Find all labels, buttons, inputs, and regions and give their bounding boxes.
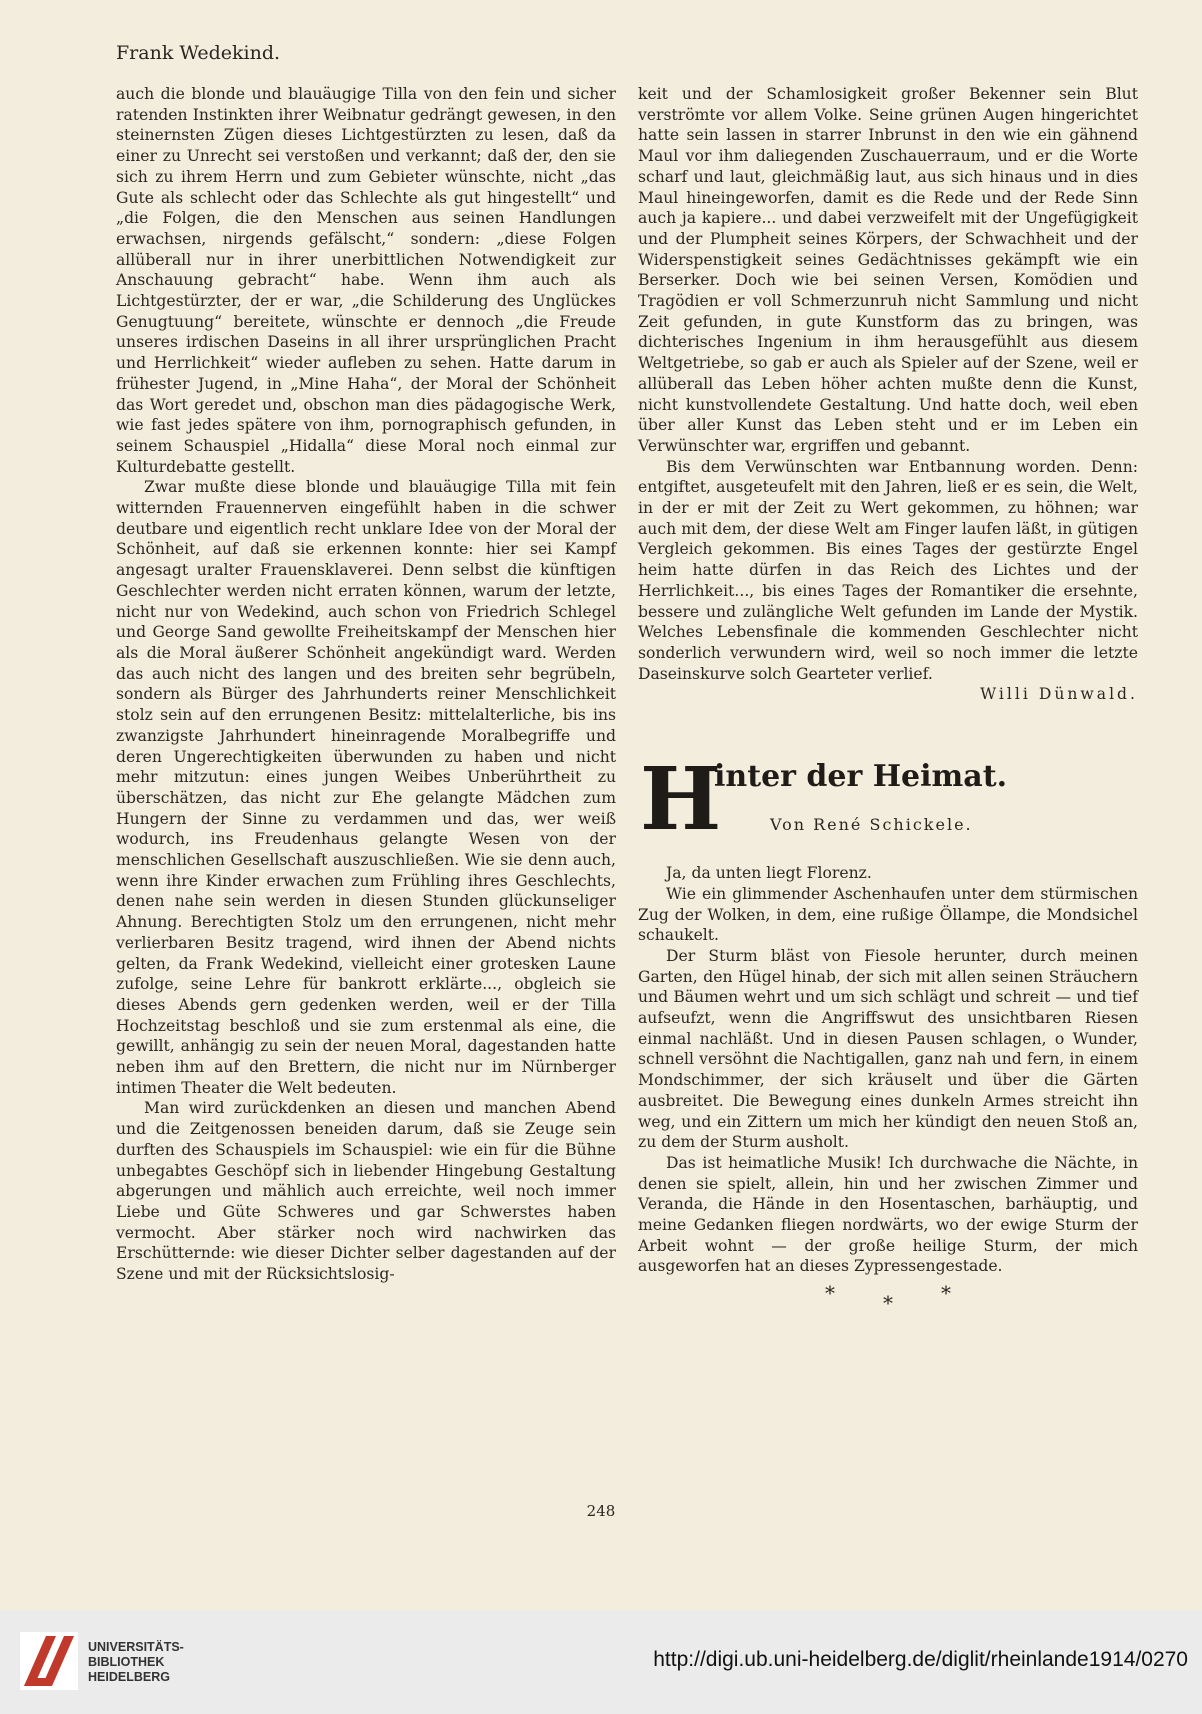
paragraph: Bis dem Verwünschten war Entbannung worden. Denn: entgiftet, ausgeteufelt mit den Jahren, ließ er es sein, die Welt, in der er mit der Zeit zu Wert gekommen, zu höhnen; war auch mit dem, der diese Welt am Finger laufen läßt, in gütigen Vergleich gekommen. Bis eines Tages der gestürzte Engel heim hatte dürfen in das Reich des Lichtes und der Herrlichkeit..., bis eines Tages der Romantiker die ersehnte, bessere und zulängliche Welt gefunden im Lande der Mystik. Welches Lebensfinale die kommenden Geschlechter nicht sonderlich verwundern wird, weil so noch immer die letzte Daseinskurve solch Gearteter verlief. xyxy=(638,457,1138,683)
star: * xyxy=(941,1281,951,1306)
author-signature: Willi Dünwald. xyxy=(980,685,1138,704)
article-title: inter der Heimat. xyxy=(714,759,1008,795)
running-head: Frank Wedekind. xyxy=(116,42,281,64)
footer-bar xyxy=(0,1610,1202,1714)
paragraph: Man wird zurückdenken an diesen und manchen Abend und die Zeitgenossen beneiden darum, daß sie Zeuge sein durften des Schauspiels im Schauspiel: wie ein für die Bühne unbegabtes Geschöpf sich in liebender Hingebung Gestaltung abgerungen und mählich auch erreichte, weil noch immer Liebe und Güte Schweres und gar Schwerstes haben vermocht. Aber stärker noch wird nachwirken das Erschütternde: wie dieser Dichter selber dagestanden auf der Szene und mit der Rücksichtslosig- xyxy=(116,1099,616,1284)
library-name-line: BIBLIOTHEK xyxy=(88,1655,165,1669)
library-name-line: HEIDELBERG xyxy=(88,1670,170,1684)
library-logo-icon xyxy=(14,1626,84,1696)
paragraph: Der Sturm bläst von Fiesole herunter, durch meinen Garten, den Hügel hinab, der sich mit allen seinen Sträuchern und Bäumen wehrt und um sich schlägt und schreit — und tief aufseufzt, wenn die Angriffswut des unsichtbaren Riesen einmal nachläßt. Und in diesen Pausen schlagen, o Wunder, schnell versöhnt die Nachtigallen, ganz nah und fern, in einem Mondschimmer, der sich kräuselt und über die Gärten ausbreitet. Die Bewegung eines dunkeln Armes streicht ihn weg, und ein Zittern um mich her kündigt den neuen Stoß an, zu dem der Sturm ausholt. xyxy=(638,946,1138,1152)
page-number: 248 xyxy=(586,1502,616,1520)
article-byline: Von René Schickele. xyxy=(770,815,973,835)
star: * xyxy=(883,1291,893,1316)
dropcap: H xyxy=(640,749,722,851)
paragraph: Zwar mußte diese blonde und blauäugige Tilla mit fein witternden Frauennerven eingefühlt haben in die schwer deutbare und eigentlich recht unklare Idee von der Moral der Schönheit, auf daß sie erkennen konnte: hier sei Kampf angesagt uralter Frauensklaverei. Denn selbst die künftigen Geschlechter werden nicht erraten können, warum der letzte, nicht nur von Wedekind, auch schon von Friedrich Schlegel und George Sand gewollte Freiheitskampf der Menschen hier als die Moral äußerer Schönheit angekündigt ward. Werden das auch nicht des langen und des breiten sehr begrübeln, sondern als Bürger des Jahrhunderts reiner Menschlichkeit stolz sein auf den errungenen Besitz: mittelalterliche, bis ins zwanzigste Jahrhundert hineinragende Moralbegriffe und deren Ungerechtigkeiten überwunden zu haben und nicht mehr mitzutun: eines jungen Weibes Unberührtheit zu überschätzen, das nicht zur Ehe gelangte Mädchen zum Hungern der Sinne zu verdammen und das, wer weiß wodurch, ins Freudenhaus gelangte Wesen von der menschlichen Gesellschaft auszuschließen. Wie sie denn auch, wenn ihre Kinder erwachen zum Frühling ihres Geschlechts, denen nahe sein werden in diesen Stunden glückunseliger Ahnung. Berechtigten Stolz um den errungenen, nicht mehr verlierbaren Besitz tragend, wird ihnen der Abend nichts gelten, da Frank Wedekind, vielleicht einer grotesken Laune zufolge, seine Lehre für bankrott erklärte..., obgleich sie dieses Abends gern gedenken werden, weil er der Tilla Hochzeitstag beschloß und sie zum erstenmal als eine, die gewillt, anhängig zu sein der neuen Moral, dagestanden hatte neben ihm auf den Brettern, die nicht nur im Nürnberger intimen Theater die Welt bedeuten. xyxy=(116,478,616,1097)
library-name xyxy=(88,1640,184,1685)
paragraph: keit und der Schamlosigkeit großer Bekenner sein Blut verströmte vor allem Volke. Seine grünen Augen hingerichtet hatte sein lassen in starrer Inbrunst in den wie ein gähnend Maul vor ihm daliegenden Zuschauerraum, und er die Worte scharf und laut, gleichmäßig laut, aus sich hinaus und in dies Maul hineingeworfen, damit es die Rede und der Rede Sinn auch ja kapiere... und dabei verzweifelt mit der Ungefügigkeit und der Plumpheit seines Körpers, der Schwachheit und der Widerspenstigkeit seines Gedächtnisses gekämpft wie ein Berserker. Doch wie bei seinen Versen, Komödien und Tragödien er voll Schmerzunruh nicht Sammlung und nicht Zeit gefunden, in gute Kunstform das zu bringen, was dichterisches Ingenium in ihm herausgefühlt aus diesem Weltgetriebe, so gab er auch als Spieler auf der Szene, weil er allüberall das Leben höher achten mußte denn die Kunst, nicht kunstvollendete Gestaltung. Und hatte doch, weil eben über aller Kunst das Leben steht und er im Leben ein Verwünschter war, ergriffen und gebannt. xyxy=(638,85,1138,455)
paragraph: Wie ein glimmender Aschenhaufen unter dem stürmischen Zug der Wolken, in dem, eine rußige Öllampe, die Mondsichel schaukelt. xyxy=(638,884,1138,945)
paragraph: Das ist heimatliche Musik! Ich durchwache die Nächte, in denen sie spielt, allein, hin und her zwischen Zimmer und Veranda, die Hände in den Hosentaschen, barhäuptig, und meine Gedanken fliegen nordwärts, wo der ewige Sturm der Arbeit wohnt — der große heilige Sturm, der mich ausgeworfen hat an dieses Zypressengestade. xyxy=(638,1153,1138,1276)
left-column xyxy=(116,84,616,1285)
section-stars xyxy=(638,1281,1138,1316)
paragraph: auch die blonde und blauäugige Tilla von den fein und sicher ratenden Instinkten ihrer Weibnatur gedrängt gewesen, in den steinernsten Zügen dieses Lichtgestürzten zu lesen, daß da einer zu Unrecht sei verstoßen und verkannt; daß der, den sie sich zu ihrem Herrn und zum Gebieter wünschte, nicht „das Gute als schlecht oder das Schlechte als gut hingestellt“ und „die Folgen, die den Menschen aus seinen Handlungen erwachsen, nirgends gefälscht,“ sondern: „diese Folgen allüberall nur in ihrer unerbittlichen Notwendigkeit zur Anschauung gebracht“ habe. Wenn ihm auch als Lichtgestürzter, der er war, „die Schilderung des Unglückes Genugtuung“ bereitete, wünschte er dennoch „die Freude unseres irdischen Daseins in all ihrer ursprünglichen Pracht und Herrlichkeit“ wieder aufleben zu sehen. Hatte darum in frühester Jugend, in „Mine Haha“, der Moral der Schönheit das Wort geredet und, obschon man dies pädagogische Werk, wie fast jedes spätere von ihm, pornographisch gefunden, in seinem Schauspiel „Hidalla“ diese Moral noch einmal zur Kulturdebatte gestellt. xyxy=(116,85,616,476)
article-heading xyxy=(638,749,1138,853)
logo-shape xyxy=(24,1678,50,1686)
library-name-line: UNIVERSITÄTS- xyxy=(88,1640,184,1654)
star: * xyxy=(825,1281,835,1306)
paragraph: Ja, da unten liegt Florenz. xyxy=(666,864,872,883)
source-url[interactable]: http://digi.ub.uni-heidelberg.de/diglit/rheinlande1914/0270 xyxy=(653,1648,1188,1671)
right-column xyxy=(638,84,1138,1316)
